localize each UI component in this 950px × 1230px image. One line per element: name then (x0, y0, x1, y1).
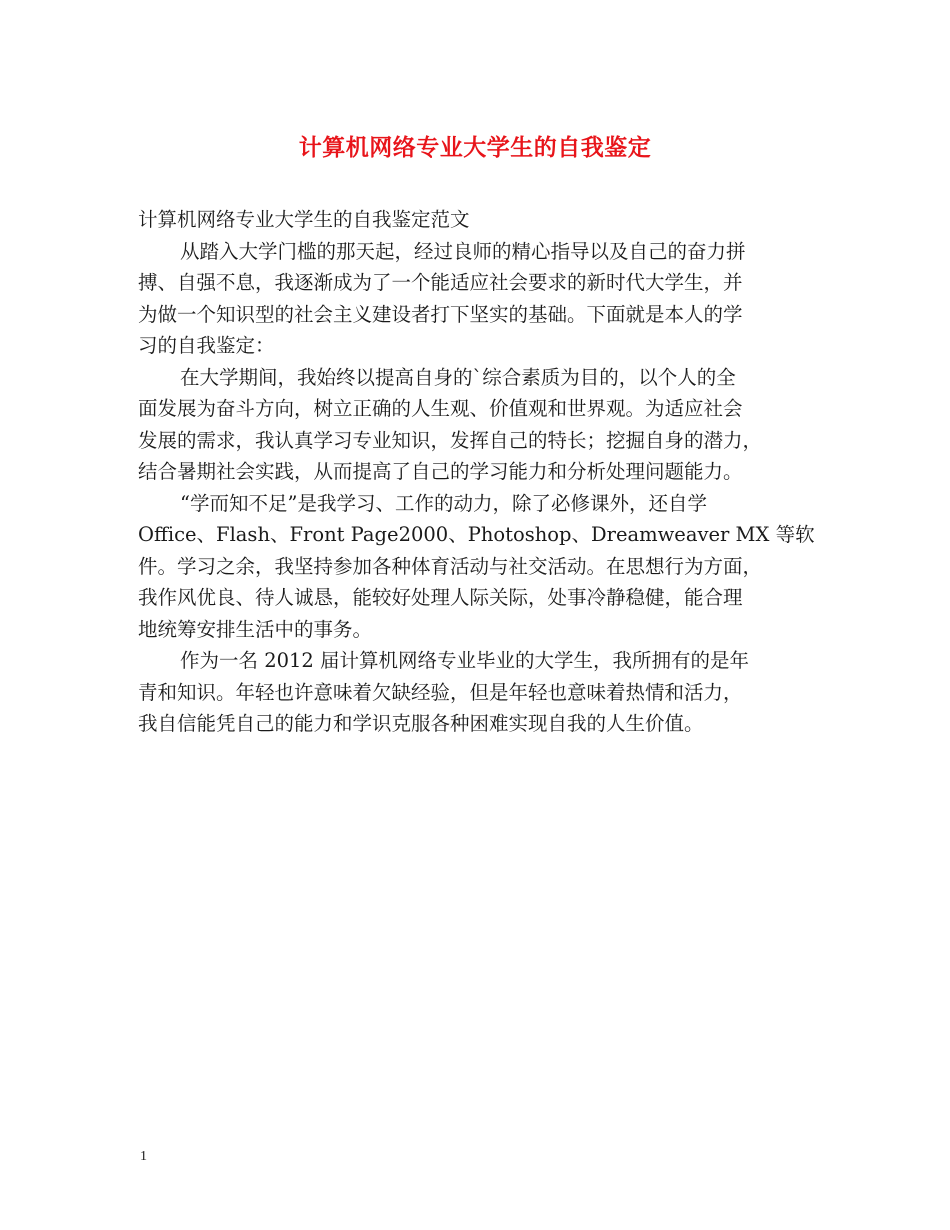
paragraph-4-line-2: 青和知识。年轻也许意味着欠缺经验，但是年轻也意味着热情和活力， (138, 680, 743, 704)
paragraph-4-line-3: 我自信能凭自己的能力和学识克服各种困难实现自我的人生价值。 (138, 712, 704, 735)
paragraph-3-line-3: 件。学习之余，我坚持参加各种体育活动与社交活动。在思想行为方面， (138, 554, 763, 578)
paragraph-4-line-1: 作为一名 2012 届计算机网络专业毕业的大学生，我所拥有的是年 (180, 649, 750, 672)
document-title: 计算机网络专业大学生的自我鉴定 (298, 134, 652, 161)
subtitle-line: 计算机网络专业大学生的自我鉴定范文 (138, 208, 470, 231)
paragraph-1-line-4: 习的自我鉴定： (138, 334, 275, 357)
paragraph-1-line-1: 从踏入大学门槛的那天起，经过良师的精心指导以及自己的奋力拼 (180, 239, 746, 263)
paragraph-2-line-1: 在大学期间，我始终以提高自身的`综合素质为目的，以个人的全 (180, 365, 736, 389)
paragraph-2-line-2: 面发展为奋斗方向，树立正确的人生观、价值观和世界观。为适应社会 (138, 397, 743, 420)
paragraph-1-line-2: 搏、自强不息，我逐渐成为了一个能适应社会要求的新时代大学生，并 (138, 271, 743, 294)
page-number: 1 (140, 1149, 147, 1164)
paragraph-2-line-4: 结合暑期社会实践，从而提高了自己的学习能力和分析处理问题能力。 (138, 460, 743, 483)
paragraph-3-line-2: Office、Flash、Front Page2000、Photoshop、Dreamweaver MX 等软 (138, 523, 815, 546)
paragraph-3-line-1: “学而知不足”是我学习、工作的动力，除了必修课外，还自学 (180, 491, 707, 515)
document-body (138, 204, 818, 740)
paragraph-2-line-3: 发展的需求，我认真学习专业知识，发挥自己的特长；挖掘自身的潜力， (138, 428, 763, 452)
paragraph-1-line-3: 为做一个知识型的社会主义建设者打下坚实的基础。下面就是本人的学 (138, 302, 743, 326)
paragraph-3-line-4: 我作风优良、待人诚恳，能较好处理人际关际，处事冷静稳健，能合理 (138, 586, 743, 609)
paragraph-3-line-5: 地统筹安排生活中的事务。 (138, 617, 373, 641)
